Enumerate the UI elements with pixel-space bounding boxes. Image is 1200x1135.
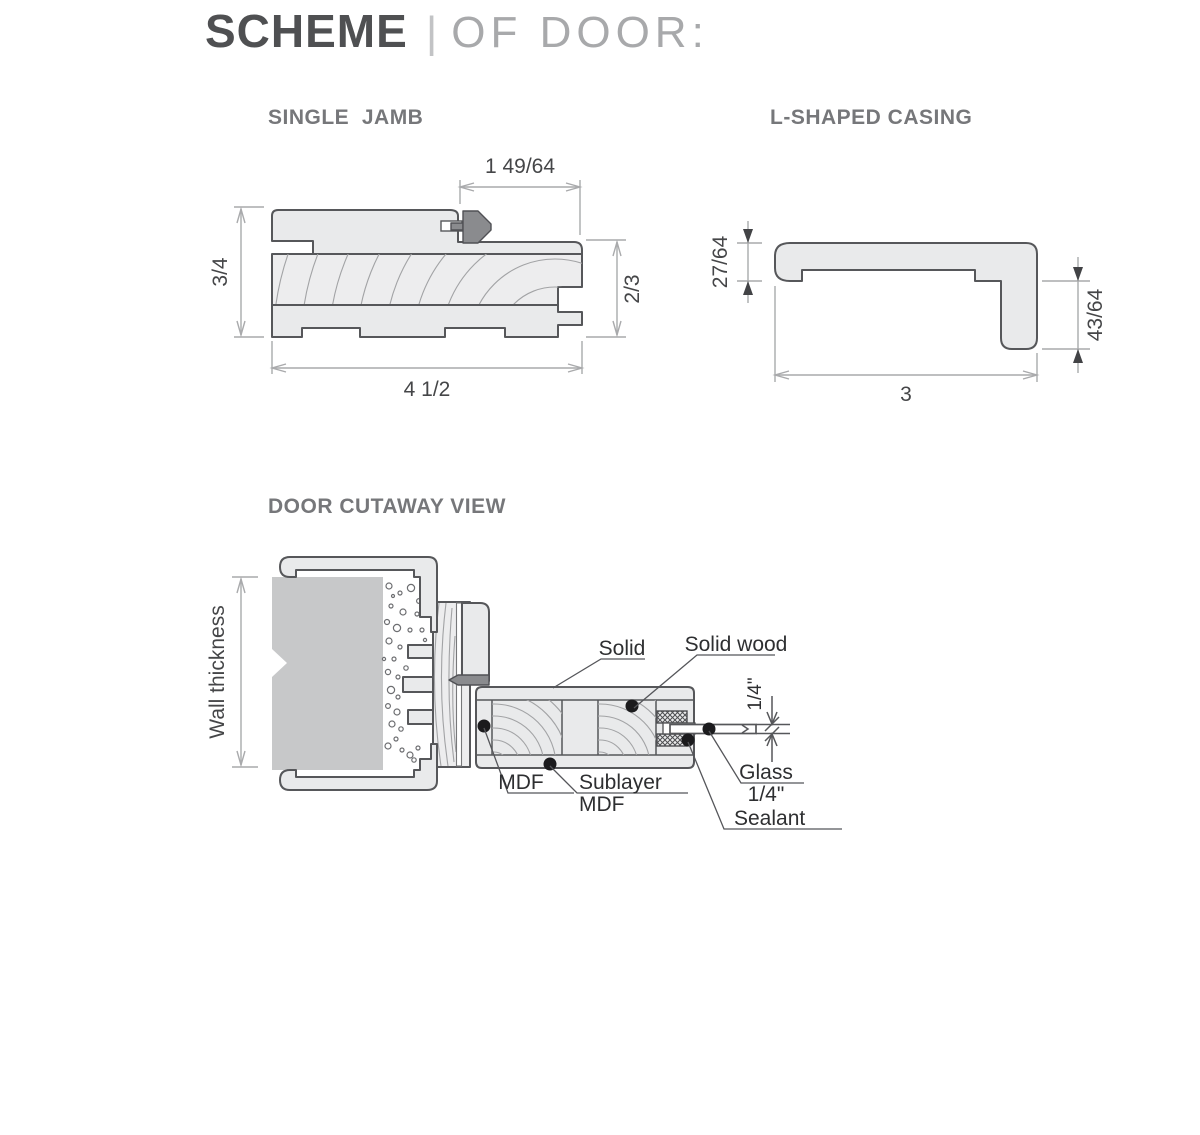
sublayer-label-line1: Sublayer (579, 771, 662, 794)
glass-label-line2: 1/4" (747, 783, 785, 806)
title-sub: OF DOOR: (451, 8, 709, 57)
cut-doorstop-seal (449, 675, 489, 685)
sealant-label: Sealant (734, 807, 806, 830)
glass-label-line1: Glass (739, 761, 793, 784)
title-separator: | (425, 8, 438, 57)
solid-label: Solid (598, 637, 646, 660)
jamb-seal-fin (451, 223, 463, 230)
jamb-bottom-band (272, 305, 582, 337)
l-casing-drawing (680, 200, 1125, 420)
sublayer-callout-dot (544, 758, 557, 771)
cut-doorstop (462, 603, 489, 681)
cutaway-heading: DOOR CUTAWAY VIEW (268, 495, 506, 518)
title-main: SCHEME (205, 5, 408, 57)
mdf-callout-dot (478, 720, 491, 733)
single-jamb-drawing (200, 140, 680, 430)
jamb-back-steps (403, 645, 434, 724)
casing-dim-left-text: 27/64 (709, 235, 732, 289)
page-title (205, 4, 709, 58)
jamb-top-piece (272, 210, 582, 254)
sublayer-label-line2: MDF (579, 793, 625, 816)
jamb-dim-bottom-text: 4 1/2 (403, 378, 451, 401)
glass-dim (745, 677, 790, 762)
jamb-dim-right-text: 2/3 (621, 274, 644, 304)
jamb-dim-bottom (272, 341, 582, 401)
jamb-dim-left (209, 207, 264, 337)
jamb-seal (463, 211, 491, 243)
sealant-callout-dot (682, 734, 695, 747)
casing-dim-bottom-text: 3 (900, 383, 912, 406)
casing-profile (775, 243, 1037, 349)
door-cutaway-drawing (195, 540, 860, 850)
l-casing-heading: L-SHAPED CASING (770, 106, 973, 129)
casing-dim-right-text: 43/64 (1084, 288, 1107, 342)
wall-thickness-dim (206, 577, 258, 767)
jamb-dim-left-text: 3/4 (209, 257, 232, 287)
wall-section (272, 577, 383, 770)
single-jamb-heading: SINGLE JAMB (268, 106, 424, 129)
casing-dim-bottom (775, 286, 1037, 406)
door-panel (476, 687, 694, 768)
casing-dim-right (1042, 257, 1107, 373)
sealant-block-top (657, 711, 687, 723)
solid-leader (553, 659, 645, 688)
jamb-dim-right (586, 240, 644, 337)
glass-dim-text: 1/4" (745, 677, 766, 711)
solid-wood-label: Solid wood (684, 633, 788, 656)
jamb-dim-top-text: 1 49/64 (484, 155, 556, 178)
casing-dim-left (709, 221, 762, 303)
wall-thickness-label: Wall thickness (206, 605, 229, 739)
glass-callout-dot (703, 723, 716, 736)
mdf-label: MDF (498, 771, 544, 794)
